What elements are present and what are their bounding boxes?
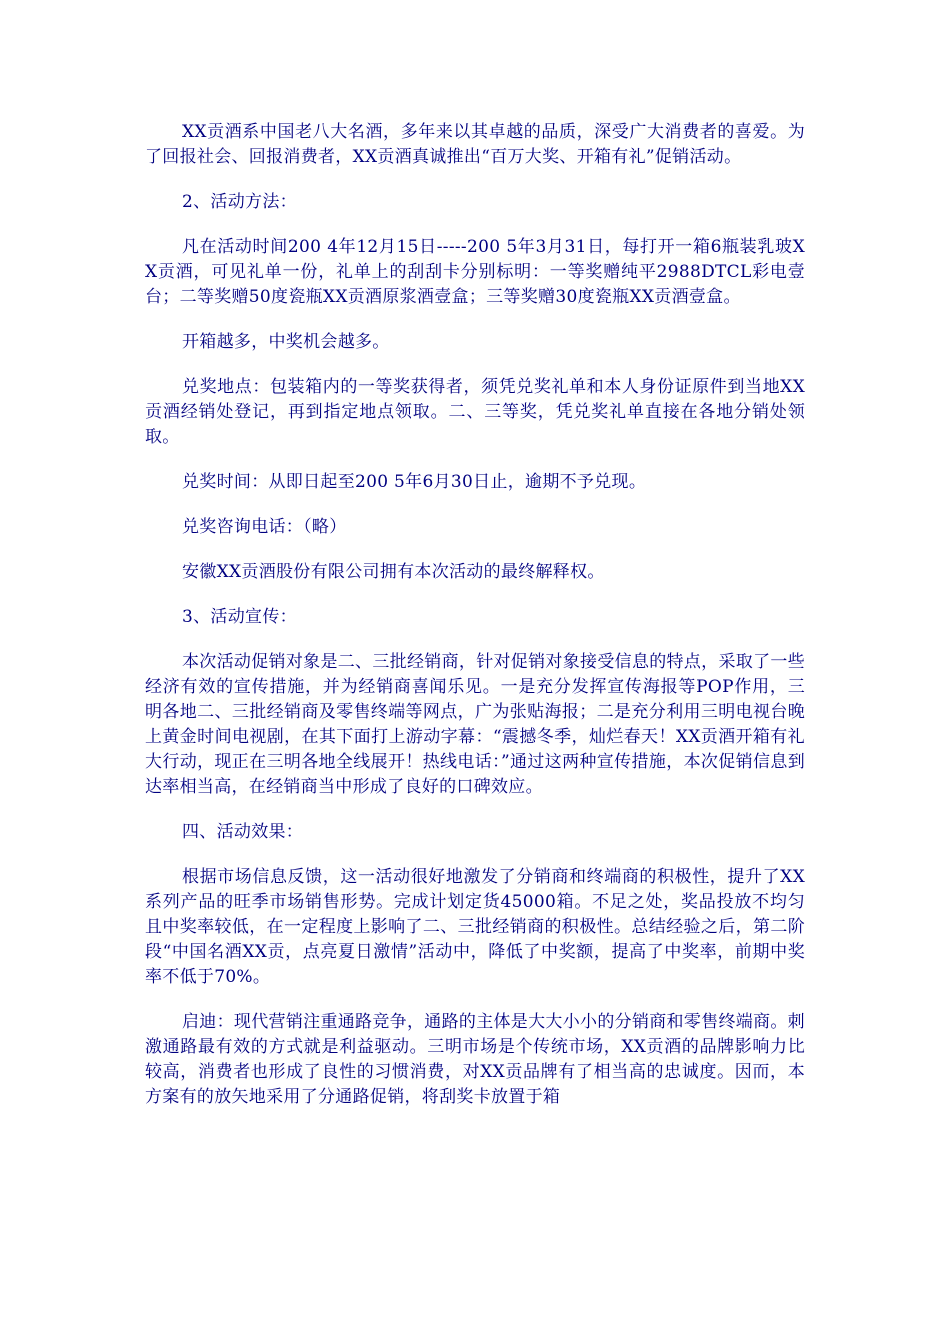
intro-paragraph: XX贡酒系中国老八大名酒，多年来以其卓越的品质，深受广大消费者的喜爱。为了回报社会、回报消费者，XX贡酒真诚推出“百万大奖、开箱有礼”促销活动。 <box>145 122 805 167</box>
effect-paragraph: 根据市场信息反馈，这一活动很好地激发了分销商和终端商的积极性，提升了XX系列产品的旺季市场销售形势。完成计划定货45000箱。不足之处，奖品投放不均匀且中奖率较低，在一定程度上影响了二、三批经销商的积极性。总结经验之后，第二阶段“中国名酒XX贡，点亮夏日激情”活动中，降低了中奖额，提高了中奖率，前期中奖率不低于70%。 <box>145 867 805 987</box>
promotion-paragraph: 本次活动促销对象是二、三批经销商，针对促销对象接受信息的特点，采取了一些经济有效的宣传措施，并为经销商喜闻乐见。一是充分发挥宣传海报等POP作用，三明各地二、三批经销商及零售终端等网点，广为张贴海报；二是充分利用三明电视台晚上黄金时间电视剧，在其下面打上游动字幕：“震撼冬季，灿烂春天！XX贡酒开箱有礼大行动，现正在三明各地全线展开！热线电话：”通过这两种宣传措施，本次促销信息到达率相当高，在经销商当中形成了良好的口碑效应。 <box>145 652 805 797</box>
interpretation-right-paragraph: 安徽XX贡酒股份有限公司拥有本次活动的最终解释权。 <box>182 562 605 582</box>
redeem-phone-paragraph: 兑奖咨询电话：（略） <box>182 517 347 537</box>
activity-details-paragraph: 凡在活动时间200 4年12月15日-----200 5年3月31日，每打开一箱6瓶装乳玻XX贡酒，可见礼单一份，礼单上的刮刮卡分别标明：一等奖赠纯平2988DTCL彩电壹台；二等奖赠50度瓷瓶XX贡酒原浆酒壹盒；三等奖赠30度瓷瓶XX贡酒壹盒。 <box>145 237 805 307</box>
redeem-time-paragraph: 兑奖时间：从即日起至200 5年6月30日止，逾期不予兑现。 <box>182 472 647 492</box>
insight-paragraph: 启迪：现代营销注重通路竞争，通路的主体是大大小小的分销商和零售终端商。刺激通路最有效的方式就是利益驱动。三明市场是个传统市场，XX贡酒的品牌影响力比较高，消费者也形成了良性的习惯消费，对XX贡品牌有了相当高的忠诚度。因而，本方案有的放矢地采用了分通路促销，将刮奖卡放置于箱 <box>145 1012 805 1107</box>
redeem-location-paragraph: 兑奖地点：包装箱内的一等奖获得者，须凭兑奖礼单和本人身份证原件到当地XX贡酒经销处登记，再到指定地点领取。二、三等奖，凭兑奖礼单直接在各地分销处领取。 <box>145 377 805 447</box>
section-heading-promotion: 3、活动宣传： <box>182 607 297 627</box>
document-body <box>145 120 805 1130</box>
section-heading-effect: 四、活动效果： <box>182 822 304 842</box>
section-heading-activity-method: 2、活动方法： <box>182 192 297 212</box>
more-boxes-paragraph: 开箱越多，中奖机会越多。 <box>182 332 390 352</box>
